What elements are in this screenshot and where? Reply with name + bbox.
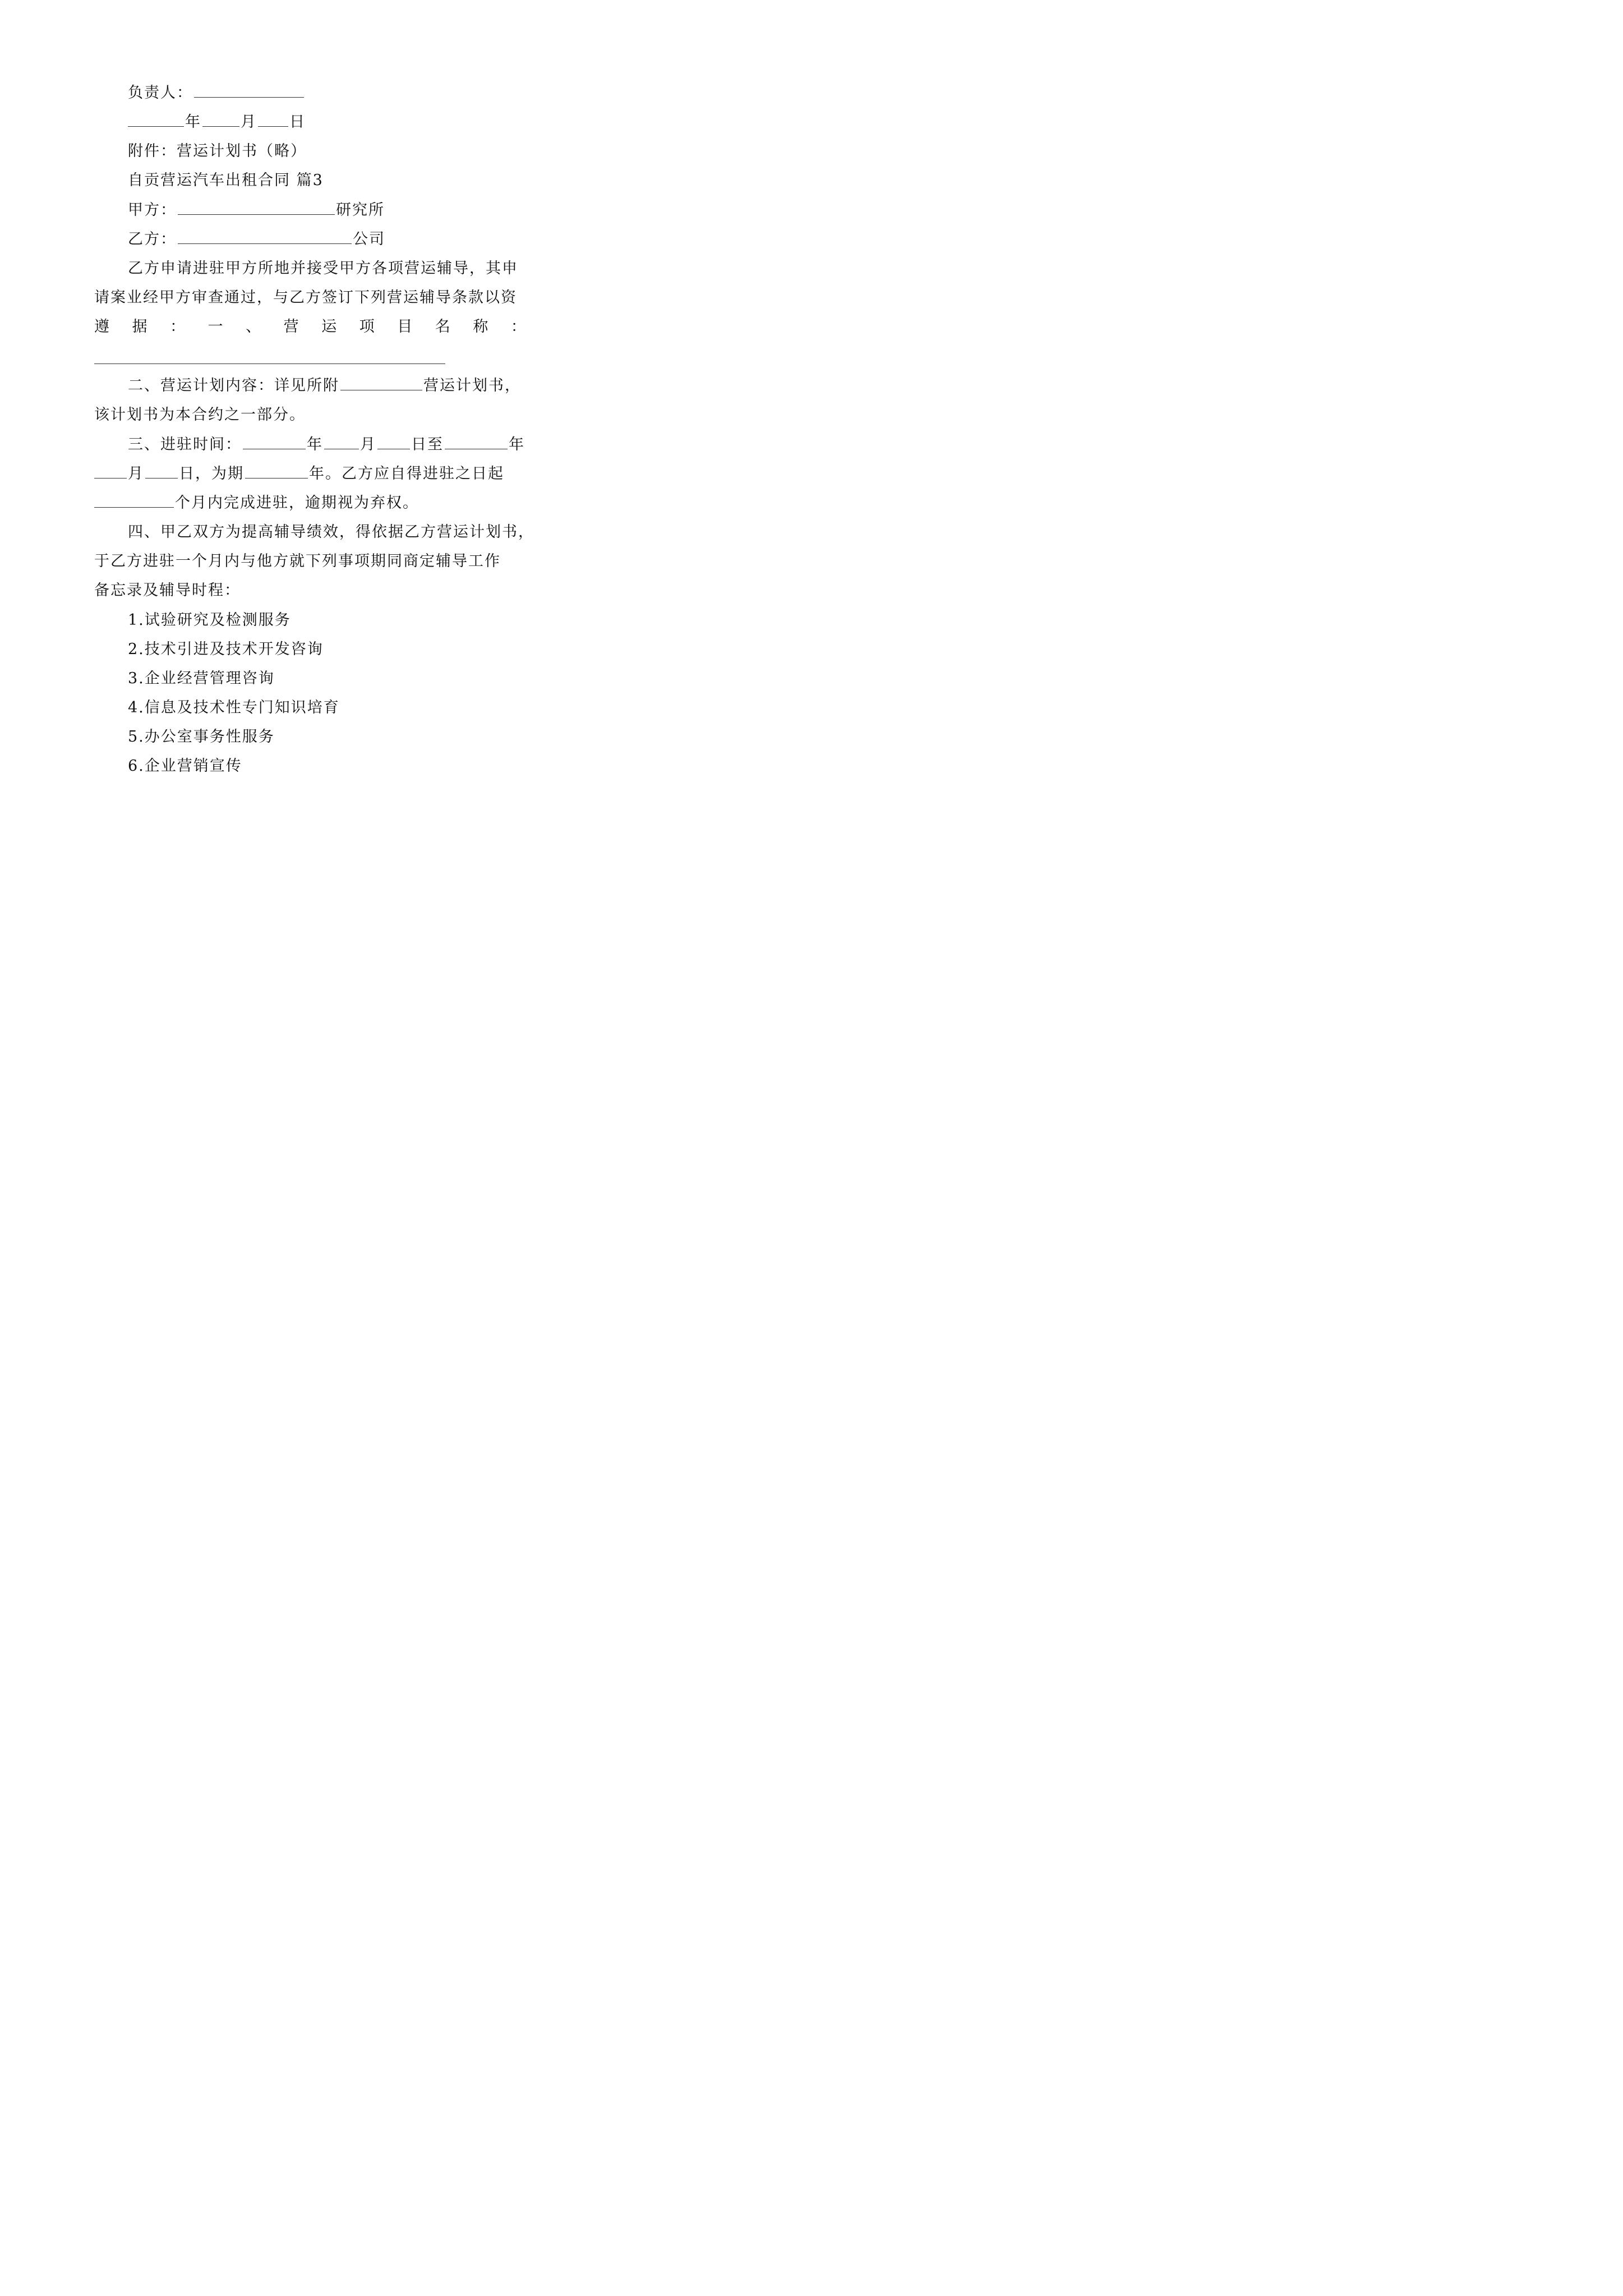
justified-char: 名 [435, 318, 451, 335]
party-b-line [128, 225, 561, 254]
plan-blank [340, 375, 422, 390]
year-label: 年 [185, 113, 201, 131]
day-label: 日 [289, 113, 306, 131]
list-item: 2.技术引进及技术开发咨询 [128, 641, 324, 658]
list-item: 4.信息及技术性专门知识培育 [128, 699, 340, 716]
end-year-label: 年 [509, 436, 525, 453]
party-a-label: 甲方： [128, 201, 177, 219]
end-day-blank [145, 463, 178, 478]
day-blank [258, 112, 288, 127]
list-item: 1.试验研究及检测服务 [128, 611, 291, 629]
start-day-label: 日至 [411, 436, 444, 453]
justified-char: 一 [208, 318, 224, 335]
party-b-blank [178, 229, 352, 244]
signer-blank [194, 82, 304, 98]
clause-2-text-b: 营运计划书， [423, 377, 521, 394]
list-item: 3.企业经营管理咨询 [128, 670, 275, 687]
start-month-label: 月 [360, 436, 376, 453]
start-month-blank [324, 434, 359, 449]
month-label: 月 [241, 113, 257, 131]
clause-3-line-3 [94, 489, 527, 518]
clause-4-line-3: 备忘录及辅导时程： [94, 582, 241, 599]
intro-line-1: 乙方申请进驻甲方所地并接受甲方各项营运辅导，其申 [128, 260, 518, 277]
clause-2-text: 二、营运计划内容：详见所附 [128, 377, 339, 394]
clause-2-line-1 [128, 371, 561, 401]
justified-char: 运 [321, 318, 338, 335]
justified-char: 据 [132, 318, 149, 335]
party-a-blank [178, 200, 335, 215]
year-blank [128, 112, 184, 127]
date-line [128, 108, 561, 137]
end-month-blank [94, 463, 127, 478]
intro-line-3 [94, 312, 527, 342]
month-blank [202, 112, 239, 127]
term-blank [245, 463, 308, 478]
document-page [0, 0, 617, 873]
clause-3-line-1 [128, 430, 561, 459]
justified-char: ： [170, 318, 187, 335]
end-month-label: 月 [128, 465, 144, 482]
justified-char: 、 [246, 318, 262, 335]
list-item: 5.办公室事务性服务 [128, 728, 275, 746]
justified-char: ： [510, 318, 527, 335]
justified-char: 遵 [94, 318, 110, 335]
clause-4-line-1: 四、甲乙双方为提高辅导绩效，得依据乙方营运计划书， [128, 523, 534, 541]
clause-3-tail: 年。乙方应自得进驻之日起 [309, 465, 504, 482]
justified-char: 项 [359, 318, 376, 335]
party-a-suffix: 研究所 [336, 201, 385, 219]
start-day-blank [377, 434, 410, 449]
clause-3-label: 三、进驻时间： [128, 436, 242, 453]
clause-3-line-2 [94, 459, 527, 489]
signer-label: 负责人： [128, 84, 193, 102]
signer-line [128, 79, 561, 108]
clause-2-line-2: 该计划书为本合约之一部分。 [94, 406, 306, 424]
party-b-label: 乙方： [128, 231, 177, 248]
clause-3-last: 个月内完成进驻，逾期视为弃权。 [175, 494, 419, 512]
intro-line-2: 请案业经甲方审查通过，与乙方签订下列营运辅导条款以资 [94, 289, 517, 306]
justified-char: 目 [397, 318, 414, 335]
end-day-label: 日，为期 [179, 465, 244, 482]
list-item: 6.企业营销宣传 [128, 757, 242, 775]
start-year-label: 年 [307, 436, 323, 453]
section-title: 自贡营运汽车出租合同 篇3 [128, 172, 324, 189]
months-blank [94, 493, 174, 508]
clause-4-line-2: 于乙方进驻一个月内与他方就下列事项期同商定辅导工作 [94, 553, 501, 570]
start-year-blank [243, 434, 306, 449]
party-b-suffix: 公司 [353, 231, 385, 248]
justified-char: 营 [283, 318, 300, 335]
attachment-line: 附件：营运计划书（略） [128, 142, 307, 160]
justified-char: 称 [473, 318, 490, 335]
end-year-blank [445, 434, 508, 449]
party-a-line [128, 196, 561, 225]
